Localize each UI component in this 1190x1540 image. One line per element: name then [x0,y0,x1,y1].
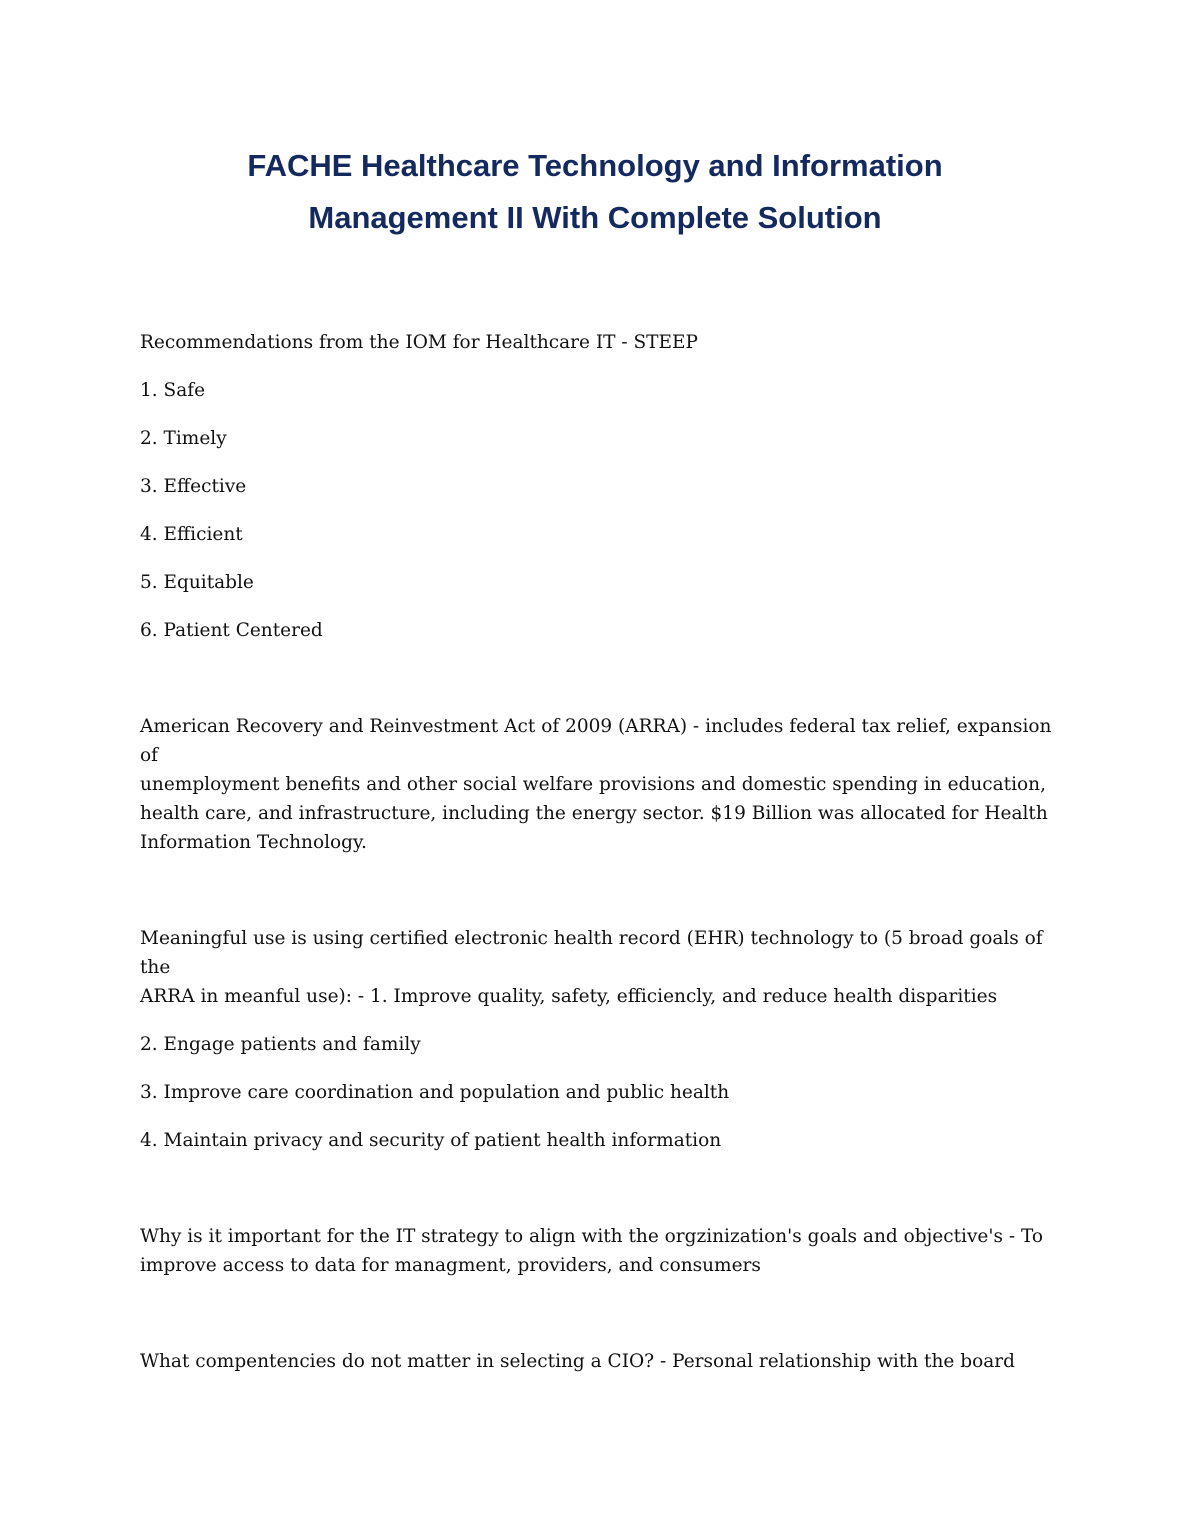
paragraph-line: Information Technology. [140,832,367,853]
document-body [140,328,1060,1376]
paragraph-line: ARRA in meanful use): - 1. Improve quality, safety, efficiencly, and reduce health disparities [140,986,998,1007]
section-iom [140,328,1060,645]
paragraph-line: Why is it important for the IT strategy to align with the orgzinization's goals and objective's - To [140,1226,1043,1247]
list-item: 3. Improve care coordination and population and public health [140,1082,730,1103]
list-item: 4. Efficient [140,524,243,545]
section-heading: Recommendations from the IOM for Healthcare IT - STEEP [140,332,698,353]
section-arra [140,712,1060,857]
title-line-2: Management II With Complete Solution [308,200,882,235]
list-item: 1. Safe [140,380,206,401]
paragraph-line: Meaningful use is using certified electronic health record (EHR) technology to (5 broad goals of the [140,928,1043,978]
section-it-strategy [140,1222,1060,1280]
paragraph-line: What compentencies do not matter in selecting a CIO? - Personal relationship with the board [140,1351,1015,1372]
list-item: 5. Equitable [140,572,254,593]
title-line-1: FACHE Healthcare Technology and Information [247,148,943,183]
paragraph-line: improve access to data for managment, providers, and consumers [140,1255,761,1276]
paragraph-line: unemployment benefits and other social welfare provisions and domestic spending in education, [140,774,1046,795]
list-item: 6. Patient Centered [140,620,323,641]
list-item: 2. Engage patients and family [140,1034,421,1055]
document-title [0,140,1190,244]
section-meaningful-use [140,924,1060,1155]
list-item: 2. Timely [140,428,227,449]
list-item: 4. Maintain privacy and security of patient health information [140,1130,722,1151]
paragraph-line: American Recovery and Reinvestment Act of 2009 (ARRA) - includes federal tax relief, expansion of [140,716,1052,766]
section-cio [140,1347,1060,1376]
paragraph-line: health care, and infrastructure, including the energy sector. $19 Billion was allocated for Health [140,803,1048,824]
list-item: 3. Effective [140,476,247,497]
